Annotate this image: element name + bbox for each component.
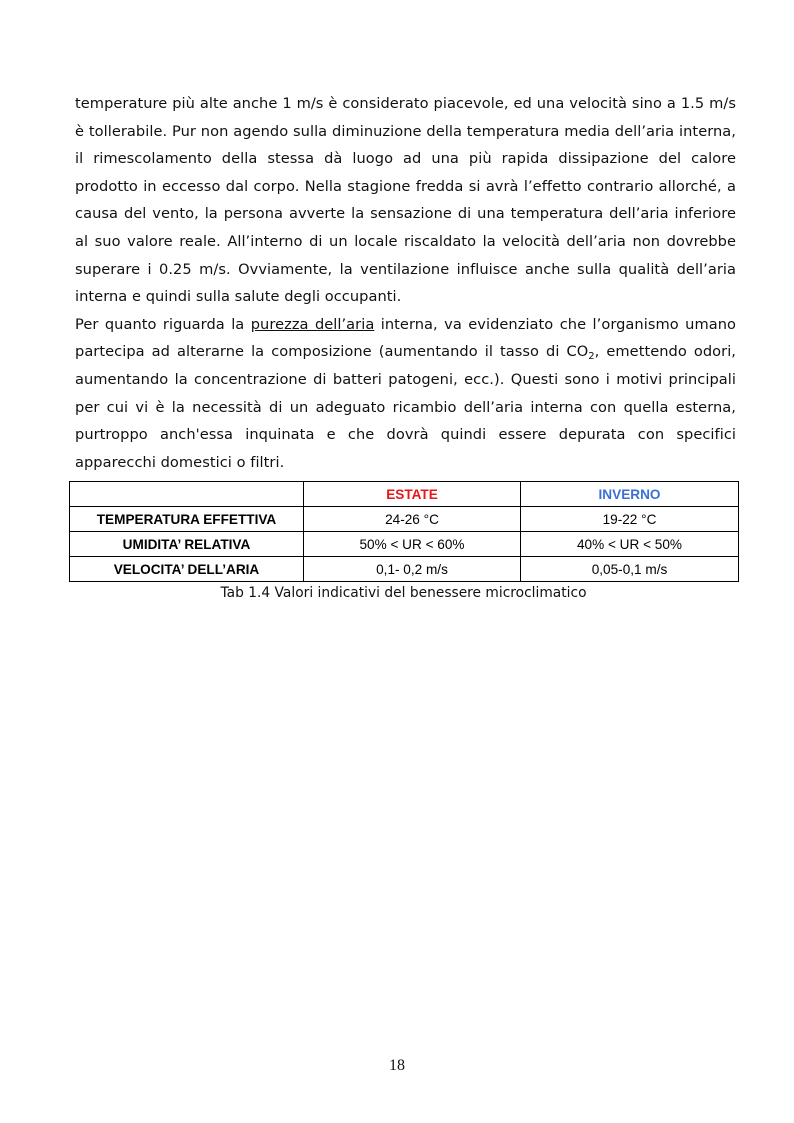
row-label: UMIDITA’ RELATIVA: [70, 532, 304, 557]
cell-inverno: 19-22 °C: [521, 507, 739, 532]
cell-estate: 24-26 °C: [304, 507, 521, 532]
table-row: [70, 532, 739, 557]
page-number: 18: [389, 1057, 405, 1074]
table-caption: Tab 1.4 Valori indicativi del benessere microclimatico: [220, 585, 587, 601]
cell-estate: 50% < UR < 60%: [304, 532, 521, 557]
table-row: [70, 507, 739, 532]
table-header-row: [70, 482, 739, 507]
paragraph-air-purity: [75, 311, 736, 477]
paragraph-air-purity-middle: interna, va evidenziato che l’organismo umano partecipa ad alterarne la composizione (aumentando il tasso di CO: [75, 315, 736, 361]
row-label: TEMPERATURA EFFETTIVA: [70, 507, 304, 532]
cell-inverno: 0,05-0,1 m/s: [521, 557, 739, 582]
header-estate: ESTATE: [304, 482, 521, 507]
row-label: VELOCITA’ DELL’ARIA: [70, 557, 304, 582]
cell-estate: 0,1- 0,2 m/s: [304, 557, 521, 582]
underlined-term: purezza dell’aria: [250, 315, 375, 333]
cell-inverno: 40% < UR < 50%: [521, 532, 739, 557]
paragraph-ventilation: temperature più alte anche 1 m/s è considerato piacevole, ed una velocità sino a 1.5 m/s è tollerabile. Pur non agendo sulla diminuzione della temperatura media dell’aria interna, il rimescolamento della stessa dà luogo ad una più rapida dissipazione del calore prodotto in eccesso dal corpo. Nella stagione fredda si avrà l’effetto contrario allorché, a causa del vento, la persona avverte la sensazione di una temperatura dell’aria inferiore al suo valore reale. All’interno di un locale riscaldato la velocità dell’aria non dovrebbe superare i 0.25 m/s. Ovviamente, la ventilazione influisce anche sulla qualità dell’aria interna e quindi sulla salute degli occupanti.: [75, 95, 736, 306]
header-inverno: INVERNO: [521, 482, 739, 507]
co2-subscript: 2: [588, 351, 595, 363]
microclimate-table: [69, 481, 739, 582]
body-text: [75, 90, 736, 476]
paragraph-air-purity-end: , emettendo odori, aumentando la concentrazione di batteri patogeni, ecc.). Questi sono i motivi principali per cui vi è la necessità di un adeguato ricambio dell’aria interna con quella esterna, purtroppo anch'essa inquinata e che dovrà quindi essere depurata con specifici apparecchi domestici o filtri.: [75, 343, 736, 471]
paragraph-air-purity-intro: Per quanto riguarda la: [75, 315, 251, 333]
table-row: [70, 557, 739, 582]
table-header-empty-cell: [70, 482, 304, 507]
